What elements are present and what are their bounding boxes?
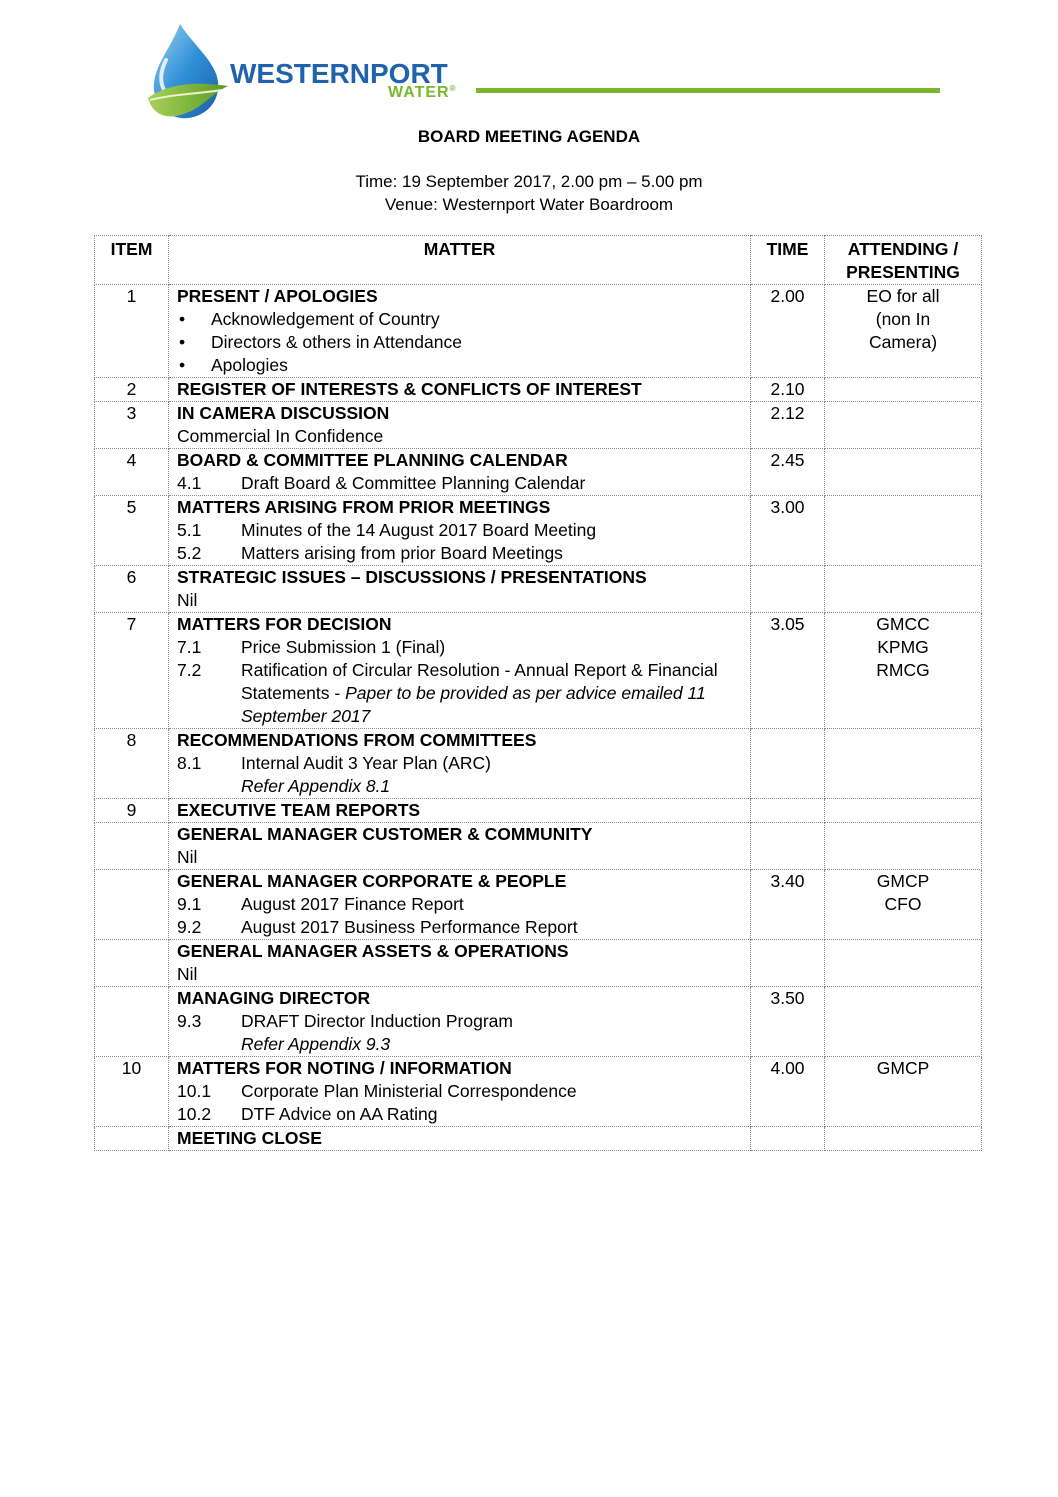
time-cell: 3.50 <box>751 987 825 1057</box>
time-cell: 2.12 <box>751 402 825 449</box>
sub-item-text <box>241 659 742 728</box>
sub-item-text <box>241 893 742 916</box>
matter-title: GENERAL MANAGER ASSETS & OPERATIONS <box>177 941 569 961</box>
sub-item-note: Refer Appendix 8.1 <box>241 776 391 796</box>
sub-item-text <box>241 1080 742 1103</box>
matter-cell <box>169 823 751 870</box>
bullet-item <box>177 331 742 354</box>
meeting-time: Time: 19 September 2017, 2.00 pm – 5.00 pm <box>355 172 703 191</box>
sub-item <box>177 636 742 659</box>
time-cell <box>751 729 825 799</box>
sub-item-number: 9.2 <box>177 917 202 937</box>
sub-item-number: 7.2 <box>177 660 202 680</box>
matter-title: MATTERS FOR NOTING / INFORMATION <box>177 1058 512 1078</box>
attendee: RMCG <box>876 660 930 680</box>
agenda-row <box>95 799 982 823</box>
matter-cell <box>169 729 751 799</box>
agenda-row <box>95 449 982 496</box>
matter-cell <box>169 1057 751 1127</box>
sub-item-number: 10.1 <box>177 1081 212 1101</box>
time-cell <box>751 1127 825 1151</box>
time-cell: 2.45 <box>751 449 825 496</box>
agenda-row <box>95 729 982 799</box>
sub-item-label: Corporate Plan Ministerial Correspondence <box>241 1081 577 1101</box>
header-matter: MATTER <box>169 236 751 285</box>
attending-cell <box>825 1127 982 1151</box>
sub-item-label: Matters arising from prior Board Meetings <box>241 543 563 563</box>
item-number: 7 <box>95 613 169 729</box>
brand-name: WESTERNPORT <box>230 58 448 89</box>
attending-cell <box>825 613 982 729</box>
item-number: 9 <box>95 799 169 823</box>
sub-item-number: 5.1 <box>177 520 202 540</box>
attending-cell <box>825 285 982 378</box>
agenda-row <box>95 940 982 987</box>
matter-title: RECOMMENDATIONS FROM COMMITTEES <box>177 730 537 750</box>
attendee: GMCC <box>876 614 930 634</box>
item-number: 5 <box>95 496 169 566</box>
matter-title: EXECUTIVE TEAM REPORTS <box>177 800 421 820</box>
matter-cell <box>169 378 751 402</box>
sub-item-text <box>241 1103 742 1126</box>
matter-cell <box>169 566 751 613</box>
item-number <box>95 987 169 1057</box>
agenda-row <box>95 1127 982 1151</box>
bullet-dot-icon: • <box>179 355 186 375</box>
matter-title: IN CAMERA DISCUSSION <box>177 403 390 423</box>
matter-cell <box>169 496 751 566</box>
sub-item-label: Internal Audit 3 Year Plan (ARC) <box>241 753 492 773</box>
meeting-details <box>0 170 1058 216</box>
sub-item-label: Draft Board & Committee Planning Calendar <box>241 473 586 493</box>
water-drop-icon <box>140 20 240 130</box>
matter-title: MATTERS FOR DECISION <box>177 614 392 634</box>
attending-cell <box>825 566 982 613</box>
matter-title: MANAGING DIRECTOR <box>177 988 371 1008</box>
sub-item-number: 5.2 <box>177 543 202 563</box>
sub-item-label: Ratification of Circular Resolution - Annual Report & Financial Statements - <box>241 660 718 703</box>
item-number <box>95 823 169 870</box>
matter-text: Nil <box>177 590 198 610</box>
attending-cell <box>825 1057 982 1127</box>
agenda-row <box>95 566 982 613</box>
bullet-item <box>177 354 742 377</box>
agenda-table <box>94 235 982 1151</box>
time-cell: 4.00 <box>751 1057 825 1127</box>
meeting-venue: Venue: Westernport Water Boardroom <box>384 195 674 214</box>
sub-item-number <box>177 775 241 798</box>
sub-item-text <box>241 636 742 659</box>
matter-cell <box>169 613 751 729</box>
sub-item-number <box>177 1033 241 1056</box>
sub-item-text <box>241 519 742 542</box>
header-item: ITEM <box>95 236 169 285</box>
item-number: 4 <box>95 449 169 496</box>
item-number: 10 <box>95 1057 169 1127</box>
sub-item <box>177 775 742 798</box>
bullet-text: Acknowledgement of Country <box>211 309 440 329</box>
attending-cell <box>825 729 982 799</box>
matter-title: BOARD & COMMITTEE PLANNING CALENDAR <box>177 450 568 470</box>
sub-item <box>177 1080 742 1103</box>
sub-item <box>177 659 742 728</box>
attendee: EO for all <box>866 286 940 306</box>
header-attending: ATTENDING / PRESENTING <box>825 236 982 285</box>
sub-item <box>177 752 742 775</box>
brand-subname: WATER® <box>388 84 457 101</box>
attending-cell <box>825 449 982 496</box>
matter-cell <box>169 449 751 496</box>
agenda-header-row <box>95 236 982 285</box>
agenda-row <box>95 402 982 449</box>
sub-item <box>177 1010 742 1033</box>
matter-cell <box>169 870 751 940</box>
matter-title: GENERAL MANAGER CORPORATE & PEOPLE <box>177 871 567 891</box>
sub-item-text <box>241 1010 742 1033</box>
sub-item-label: August 2017 Business Performance Report <box>241 917 578 937</box>
matter-title: GENERAL MANAGER CUSTOMER & COMMUNITY <box>177 824 593 844</box>
sub-item-number: 7.1 <box>177 637 202 657</box>
sub-item <box>177 542 742 565</box>
matter-cell <box>169 940 751 987</box>
agenda-row <box>95 1057 982 1127</box>
company-logo <box>140 20 960 130</box>
sub-item-number: 10.2 <box>177 1104 212 1124</box>
time-cell: 2.10 <box>751 378 825 402</box>
attendee: (non In <box>875 309 931 329</box>
matter-text: Nil <box>177 964 198 984</box>
brand-divider-line <box>476 88 940 93</box>
matter-cell <box>169 402 751 449</box>
item-number: 2 <box>95 378 169 402</box>
agenda-row <box>95 613 982 729</box>
attending-cell <box>825 940 982 987</box>
sub-item-note: Refer Appendix 9.3 <box>241 1034 391 1054</box>
attending-cell <box>825 402 982 449</box>
agenda-row <box>95 378 982 402</box>
item-number: 3 <box>95 402 169 449</box>
matter-cell <box>169 285 751 378</box>
time-cell: 3.00 <box>751 496 825 566</box>
item-number <box>95 870 169 940</box>
sub-item-number: 9.1 <box>177 894 202 914</box>
item-number: 8 <box>95 729 169 799</box>
sub-item-number: 9.3 <box>177 1011 202 1031</box>
sub-item <box>177 893 742 916</box>
time-cell <box>751 566 825 613</box>
matter-title: MEETING CLOSE <box>177 1128 322 1148</box>
sub-item <box>177 519 742 542</box>
sub-item-text <box>241 775 742 798</box>
agenda-row <box>95 823 982 870</box>
sub-item-label: Price Submission 1 (Final) <box>241 637 446 657</box>
matter-title: PRESENT / APOLOGIES <box>177 286 378 306</box>
time-cell: 3.05 <box>751 613 825 729</box>
sub-item-number: 8.1 <box>177 753 202 773</box>
attending-cell <box>825 378 982 402</box>
sub-item-number: 4.1 <box>177 473 202 493</box>
item-number <box>95 1127 169 1151</box>
time-cell <box>751 823 825 870</box>
sub-item-text <box>241 752 742 775</box>
attendee: KPMG <box>877 637 929 657</box>
page-title: BOARD MEETING AGENDA <box>417 127 641 146</box>
sub-item <box>177 1103 742 1126</box>
attending-cell <box>825 799 982 823</box>
attendee: GMCP <box>876 871 930 891</box>
bullet-dot-icon: • <box>179 332 186 352</box>
attendee: GMCP <box>876 1058 930 1078</box>
matter-title: REGISTER OF INTERESTS & CONFLICTS OF INTEREST <box>177 379 642 399</box>
attendee: CFO <box>884 894 922 914</box>
bullet-item <box>177 308 742 331</box>
agenda-row <box>95 987 982 1057</box>
matter-cell <box>169 1127 751 1151</box>
bullet-dot-icon: • <box>179 309 186 329</box>
matter-cell <box>169 987 751 1057</box>
bullet-text: Apologies <box>211 355 288 375</box>
time-cell <box>751 799 825 823</box>
header-time: TIME <box>751 236 825 285</box>
sub-item-text <box>241 916 742 939</box>
time-cell: 2.00 <box>751 285 825 378</box>
sub-item <box>177 916 742 939</box>
matter-text: Nil <box>177 847 198 867</box>
time-cell: 3.40 <box>751 870 825 940</box>
sub-item <box>177 472 742 495</box>
agenda-body <box>95 285 982 1151</box>
sub-item-text <box>241 472 742 495</box>
attending-cell <box>825 823 982 870</box>
attendee: Camera) <box>868 332 938 352</box>
matter-cell <box>169 799 751 823</box>
item-number: 6 <box>95 566 169 613</box>
agenda-row <box>95 870 982 940</box>
attending-cell <box>825 987 982 1057</box>
sub-item-label: DTF Advice on AA Rating <box>241 1104 438 1124</box>
matter-title: STRATEGIC ISSUES – DISCUSSIONS / PRESENTATIONS <box>177 567 647 587</box>
attending-cell <box>825 870 982 940</box>
sub-item <box>177 1033 742 1056</box>
matter-text: Commercial In Confidence <box>177 426 384 446</box>
attending-cell <box>825 496 982 566</box>
sub-item-note: Paper to be provided as per advice emailed 11 September 2017 <box>241 683 706 726</box>
sub-item-text <box>241 542 742 565</box>
bullet-text: Directors & others in Attendance <box>211 332 462 352</box>
sub-item-label: DRAFT Director Induction Program <box>241 1011 513 1031</box>
time-cell <box>751 940 825 987</box>
agenda-row <box>95 496 982 566</box>
matter-title: MATTERS ARISING FROM PRIOR MEETINGS <box>177 497 551 517</box>
item-number <box>95 940 169 987</box>
item-number: 1 <box>95 285 169 378</box>
sub-item-text <box>241 1033 742 1056</box>
sub-item-label: Minutes of the 14 August 2017 Board Meeting <box>241 520 597 540</box>
sub-item-label: August 2017 Finance Report <box>241 894 464 914</box>
agenda-row <box>95 285 982 378</box>
